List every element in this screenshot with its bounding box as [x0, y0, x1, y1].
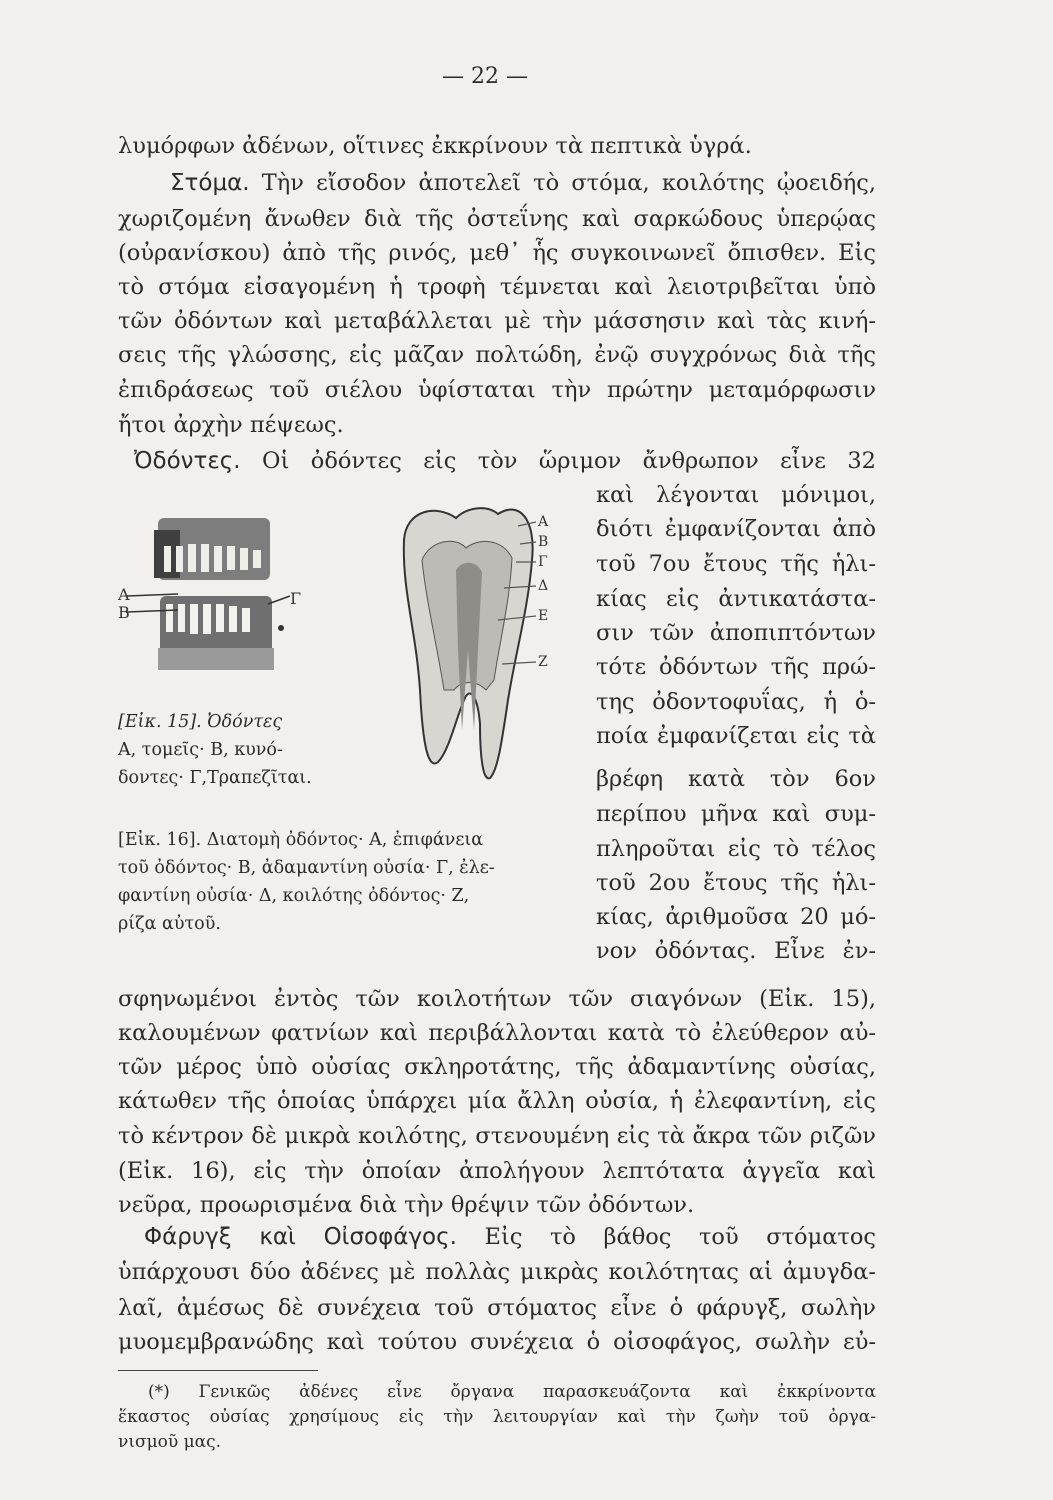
text-line: νεῦρα, προωρισμένα διὰ τὴν θρέψιν τῶν ὀδόντων.: [118, 1192, 695, 1218]
figure-16-tooth-section: [386, 500, 556, 790]
fig15-caption-line: δοντες· Γ,Τραπεζῖται.: [118, 768, 312, 788]
fig16-label-z: Ζ: [538, 654, 548, 670]
text-line: τότε ὀδόντων τῆς πρώ-: [596, 654, 876, 680]
fig15-label-g: Γ: [290, 589, 302, 608]
fig16-label-d: Δ: [538, 578, 549, 594]
text-line: (Εἰκ. 16), εἰς τὴν ὁποίαν ἀπολήγουν λεπτότατα ἀγγεῖα καὶ: [118, 1158, 876, 1184]
text-line: της ὀδοντοφυΐας, ἡ ὁ-: [596, 689, 876, 715]
fig16-caption-line: [Εἰκ. 16]. Διατομὴ ὀδόντος· Α, ἐπιφάνεια: [118, 830, 484, 850]
text-line: περίπου μῆνα καὶ συμ-: [596, 801, 876, 827]
fig16-label-g: Γ: [538, 554, 548, 570]
section-heading-pharynx: Φάρυγξ καὶ Οἰσοφάγος.: [144, 1224, 457, 1250]
fig15-caption-line: Α, τομεῖς· Β, κυνό-: [118, 740, 283, 760]
fig16-label-b: Β: [538, 534, 549, 550]
text-span: Οἱ ὀδόντες εἰς τὸν ὥριμον ἄνθρωπον εἶνε 32: [262, 448, 876, 474]
fig15-label-a: Α: [118, 585, 130, 604]
text-line: σιν τῶν ἀποπιπτόντων: [596, 620, 876, 646]
text-line: χωριζομένη ἄνωθεν διὰ τῆς ὀστεΐνης καὶ σαρκώδους ὑπερῴας: [118, 206, 876, 232]
figure-15-jaw-illustration: [118, 500, 318, 690]
fig16-label-e: Ε: [538, 608, 549, 624]
fig16-label-a: Α: [538, 514, 549, 530]
page-number: — 22 —: [442, 64, 528, 89]
text-line: ποία ἐμφανίζεται εἰς τὰ: [596, 723, 876, 749]
text-line: τοῦ 2ου ἔτους τῆς ἡλι-: [596, 870, 876, 896]
text-line: λαῖ, ἀμέσως δὲ συνέχεια τοῦ στόματος εἶνε ὁ φάρυγξ, σωλὴν: [118, 1295, 876, 1321]
text-line: ἐπιδράσεως τοῦ σιέλου ὑφίσταται τὴν πρώτην μεταμόρφωσιν: [118, 377, 876, 403]
text-line: ὑπάρχουσι δύο ἀδένες μὲ πολλὰς μικρὰς κοιλότητας αἱ ἀμυγδα-: [118, 1259, 876, 1285]
text-line: (οὐρανίσκου) ἀπὸ τῆς ρινός, μεθ᾽ ἧς συγκοινωνεῖ ὄπισθεν. Εἰς: [118, 240, 876, 266]
text-span: Τὴν εἴσοδον ἀποτελεῖ τὸ στόμα, κοιλότης ᾠοειδής,: [261, 170, 876, 196]
text-line: καλουμένων φατνίων καὶ περιβάλλονται κατὰ τὸ ἐλεύθερον αὐ-: [118, 1020, 876, 1046]
text-line: ἤτοι ἀρχὴν πέψεως.: [118, 412, 344, 438]
text-line: σεις τῆς γλώσσης, εἰς μᾶζαν πολτώδη, ἐνῷ συγχρόνως διὰ τῆς: [118, 342, 876, 368]
text-line: σφηνωμένοι ἐντὸς τῶν κοιλοτήτων τῶν σιαγόνων (Εἰκ. 15),: [118, 986, 876, 1012]
text-line: [118, 168, 876, 199]
text-line: [118, 1222, 876, 1253]
text-line: [118, 446, 876, 477]
fig16-caption-line: φαντίνη οὐσία· Δ, κοιλότης ὀδόντος· Ζ,: [118, 886, 470, 906]
text-line: πληροῦται εἰς τὸ τέλος: [596, 836, 876, 862]
footnote-rule: [118, 1370, 318, 1371]
footnote-line: νισμοῦ μας.: [118, 1432, 222, 1452]
fig15-caption-line: [Εἰκ. 15]. Ὀδόντες: [118, 712, 283, 732]
footnote-line: (*) Γενικῶς ἀδένες εἶνε ὄργανα παρασκευάζοντα καὶ ἐκκρίνοντα: [148, 1382, 876, 1402]
text-line: λυμόρφων ἀδένων, οἵτινες ἐκκρίνουν τὰ πεπτικὰ ὑγρά.: [118, 133, 752, 159]
text-line: κίας εἰς ἀντικατάστα-: [596, 586, 876, 612]
text-line: μυομεμβρανώδης καὶ τούτου συνέχεια ὁ οἰσοφάγος, σωλὴν εὐ-: [118, 1329, 876, 1355]
fig16-caption-line: ρίζα αὐτοῦ.: [118, 914, 221, 934]
text-line: διότι ἐμφανίζονται ἀπὸ: [596, 516, 876, 542]
text-line: τὸ στόμα εἰσαγομένη ἡ τροφὴ τέμνεται καὶ λειοτριβεῖται ὑπὸ: [118, 274, 876, 300]
text-line: τοῦ 7ου ἔτους τῆς ἡλι-: [596, 551, 876, 577]
section-heading-odontes: Ὀδόντες.: [134, 448, 241, 474]
text-line: τὸ κέντρον δὲ μικρὰ κοιλότης, στενουμένη εἰς τὰ ἄκρα τῶν ριζῶν: [118, 1123, 876, 1149]
text-line: καὶ λέγονται μόνιμοι,: [596, 482, 876, 508]
fig15-label-b: Β: [118, 603, 130, 622]
text-line: κάτωθεν τῆς ὁποίας ὑπάρχει μία ἄλλη οὐσία, ἡ ἐλεφαντίνη, εἰς: [118, 1088, 876, 1114]
text-line: κίας, ἀριθμοῦσα 20 μό-: [596, 904, 876, 930]
fig16-caption-line: τοῦ ὀδόντος· Β, ἀδαμαντίνη οὐσία· Γ, ἐλε-: [118, 858, 495, 878]
section-heading-stoma: Στόμα.: [170, 170, 250, 196]
text-line: τῶν ὀδόντων καὶ μεταβάλλεται μὲ τὴν μάσσησιν καὶ τὰς κινή-: [118, 308, 876, 334]
text-line: βρέφη κατὰ τὸν 6ον: [596, 766, 876, 792]
text-span: Εἰς τὸ βάθος τοῦ στόματος: [484, 1224, 876, 1250]
text-line: νον ὀδόντας. Εἶνε ἐν-: [596, 938, 876, 964]
footnote-line: ἕκαστος οὐσίας χρησίμους εἰς τὴν λειτουργίαν καὶ τὴν ζωὴν τοῦ ὀργα-: [118, 1407, 876, 1427]
text-line: τῶν μέρος ὑπὸ οὐσίας σκληροτάτης, τῆς ἀδαμαντίνης οὐσίας,: [118, 1054, 876, 1080]
